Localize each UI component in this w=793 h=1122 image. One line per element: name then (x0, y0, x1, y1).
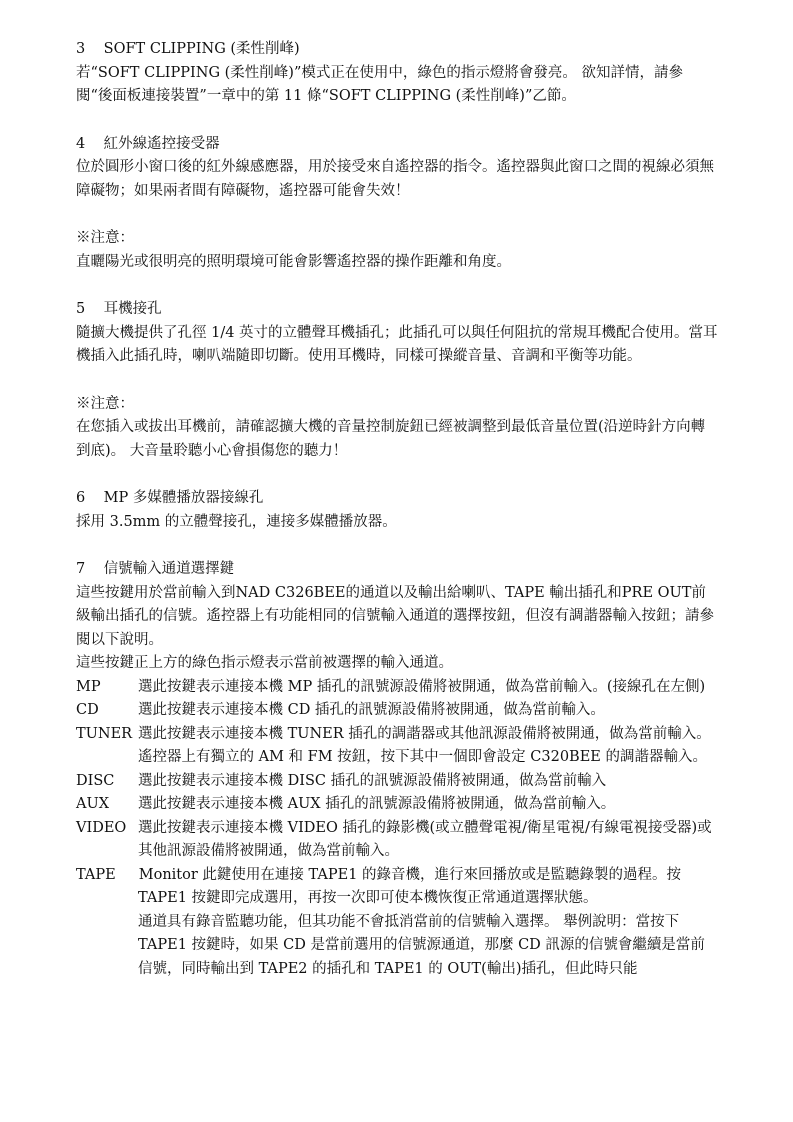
input-item-disc (76, 770, 718, 794)
section-number: 5 (76, 301, 86, 317)
input-label: DISC (76, 772, 115, 789)
section-title: MP 多媒體播放器接線孔 (103, 490, 264, 506)
note-heading: ※注意： (76, 395, 134, 412)
section-paragraph: 這些按鍵用於當前輸入到NAD C326BEE的通道以及輸出給喇叭、TAPE 輸出插孔和PRE OUT前級輸出插孔的信號。遙控器上有功能相同的信號輸入通道的選擇按鈕，但沒有調諧器輸入按鈕；請參閱以下說明。 (76, 584, 714, 648)
section-paragraph: 隨擴大機提供了孔徑 1/4 英寸的立體聲耳機插孔；此插孔可以與任何阻抗的常規耳機配合使用。當耳機插入此插孔時，喇叭端隨即切斷。使用耳機時，同樣可操縱音量、音調和平衡等功能。 (76, 324, 718, 364)
section-paragraph: 這些按鍵正上方的綠色指示燈表示當前被選擇的輸入通道。 (76, 655, 453, 671)
section-title: SOFT CLIPPING (柔性削峰) (103, 41, 300, 57)
section-heading (76, 487, 718, 511)
input-description: 選此按鍵表示連接本機 DISC 插孔的訊號源設備將被開通，做為當前輸入 (138, 772, 607, 789)
note-paragraph: 在您插入或拔出耳機前，請確認擴大機的音量控制旋鈕已經被調整到最低音量位置(沿逆時針方向轉到底)。 大音量聆聽小心會損傷您的聽力！ (76, 419, 706, 459)
tape-lead-text: Monitor 此鍵使用在連接 TAPE1 的錄音機，進行來回播放或是監聽錄製的過程。按 (138, 866, 682, 883)
input-item-mp (76, 676, 718, 700)
input-item-tape (76, 864, 718, 982)
section-paragraph: 採用 3.5mm 的立體聲接孔，連接多媒體播放器。 (76, 513, 397, 530)
section-headphone-jack (76, 298, 718, 369)
input-item-tuner (76, 723, 718, 770)
section-mp-jack (76, 487, 718, 534)
section-title: 信號輸入通道選擇鍵 (103, 561, 235, 577)
tape-first-line (76, 864, 718, 888)
input-item-aux (76, 793, 718, 817)
section-number: 7 (76, 561, 86, 577)
section-title: 紅外線遙控接受器 (103, 135, 220, 152)
input-description: 選此按鍵表示連接本機 TUNER 插孔的調諧器或其他訊源設備將被開通，做為當前輸入。遙控器上有獨立的 AM 和 FM 按鈕，按下其中一個即會設定 C320BEE 的調諧器輸入。 (138, 725, 711, 765)
tape-continuation: TAPE1 按鍵即完成選用，再按一次即可使本機恢復正常通道選擇狀態。 (138, 890, 598, 906)
section-title: 耳機接孔 (103, 301, 162, 317)
section-number: 4 (76, 135, 86, 152)
section-heading (76, 298, 718, 322)
tape-second-paragraph: 通道具有錄音監聽功能，但其功能不會抵消當前的信號輸入選擇。 舉例說明：當按下 TAPE1 按鍵時，如果 CD 是當前選用的信號源通道，那麼 CD 訊源的信號會繼續是當前信號，同時輸出到 TAPE2 的插孔和 TAPE1 的 OUT(輸出)插孔，但此時只能 (138, 913, 705, 977)
input-item-video (76, 817, 718, 864)
input-description: 選此按鍵表示連接本機 AUX 插孔的訊號源設備將被開通，做為當前輸入。 (138, 796, 616, 812)
section-ir-receiver (76, 133, 718, 204)
section-heading (76, 558, 718, 582)
section-paragraph: 位於圓形小窗口後的紅外線感應器，用於接受來自遙控器的指令。遙控器與此窗口之間的視線必須無障礙物；如果兩者間有障礙物，遙控器可能會失效！ (76, 159, 714, 199)
note-heading: ※注意： (76, 230, 134, 246)
input-label: VIDEO (76, 819, 127, 836)
section-number: 6 (76, 490, 86, 506)
input-label: MP (76, 678, 101, 695)
section-heading (76, 38, 718, 62)
section-heading (76, 133, 718, 157)
input-label: AUX (76, 796, 110, 812)
input-description: 選此按鍵表示連接本機 MP 插孔的訊號源設備將被開通，做為當前輸入。(接線孔在左側) (138, 678, 706, 695)
input-label: CD (76, 702, 99, 718)
document-content (76, 38, 718, 1005)
input-label: TUNER (76, 725, 133, 742)
section-soft-clipping (76, 38, 718, 109)
note-remote (76, 227, 718, 274)
section-paragraph: 若“SOFT CLIPPING (柔性削峰)”模式正在使用中，綠色的指示燈將會發亮。 欲知詳情，請參閱“後面板連接裝置”一章中的第 11 條“SOFT CLIPPING (柔性削峰)”乙節。 (76, 64, 683, 104)
input-description: 選此按鍵表示連接本機 CD 插孔的訊號源設備將被開通，做為當前輸入。 (138, 702, 605, 718)
note-headphone (76, 393, 718, 464)
input-label: TAPE (76, 866, 116, 883)
input-item-cd (76, 699, 718, 723)
section-number: 3 (76, 41, 86, 57)
section-input-selector (76, 558, 718, 981)
input-description: 選此按鍵表示連接本機 VIDEO 插孔的錄影機(或立體聲電視/衛星電視/有線電視接受器)或其他訊源設備將被開通，做為當前輸入。 (138, 819, 712, 859)
note-paragraph: 直曬陽光或很明亮的照明環境可能會影響遙控器的操作距離和角度。 (76, 253, 511, 270)
